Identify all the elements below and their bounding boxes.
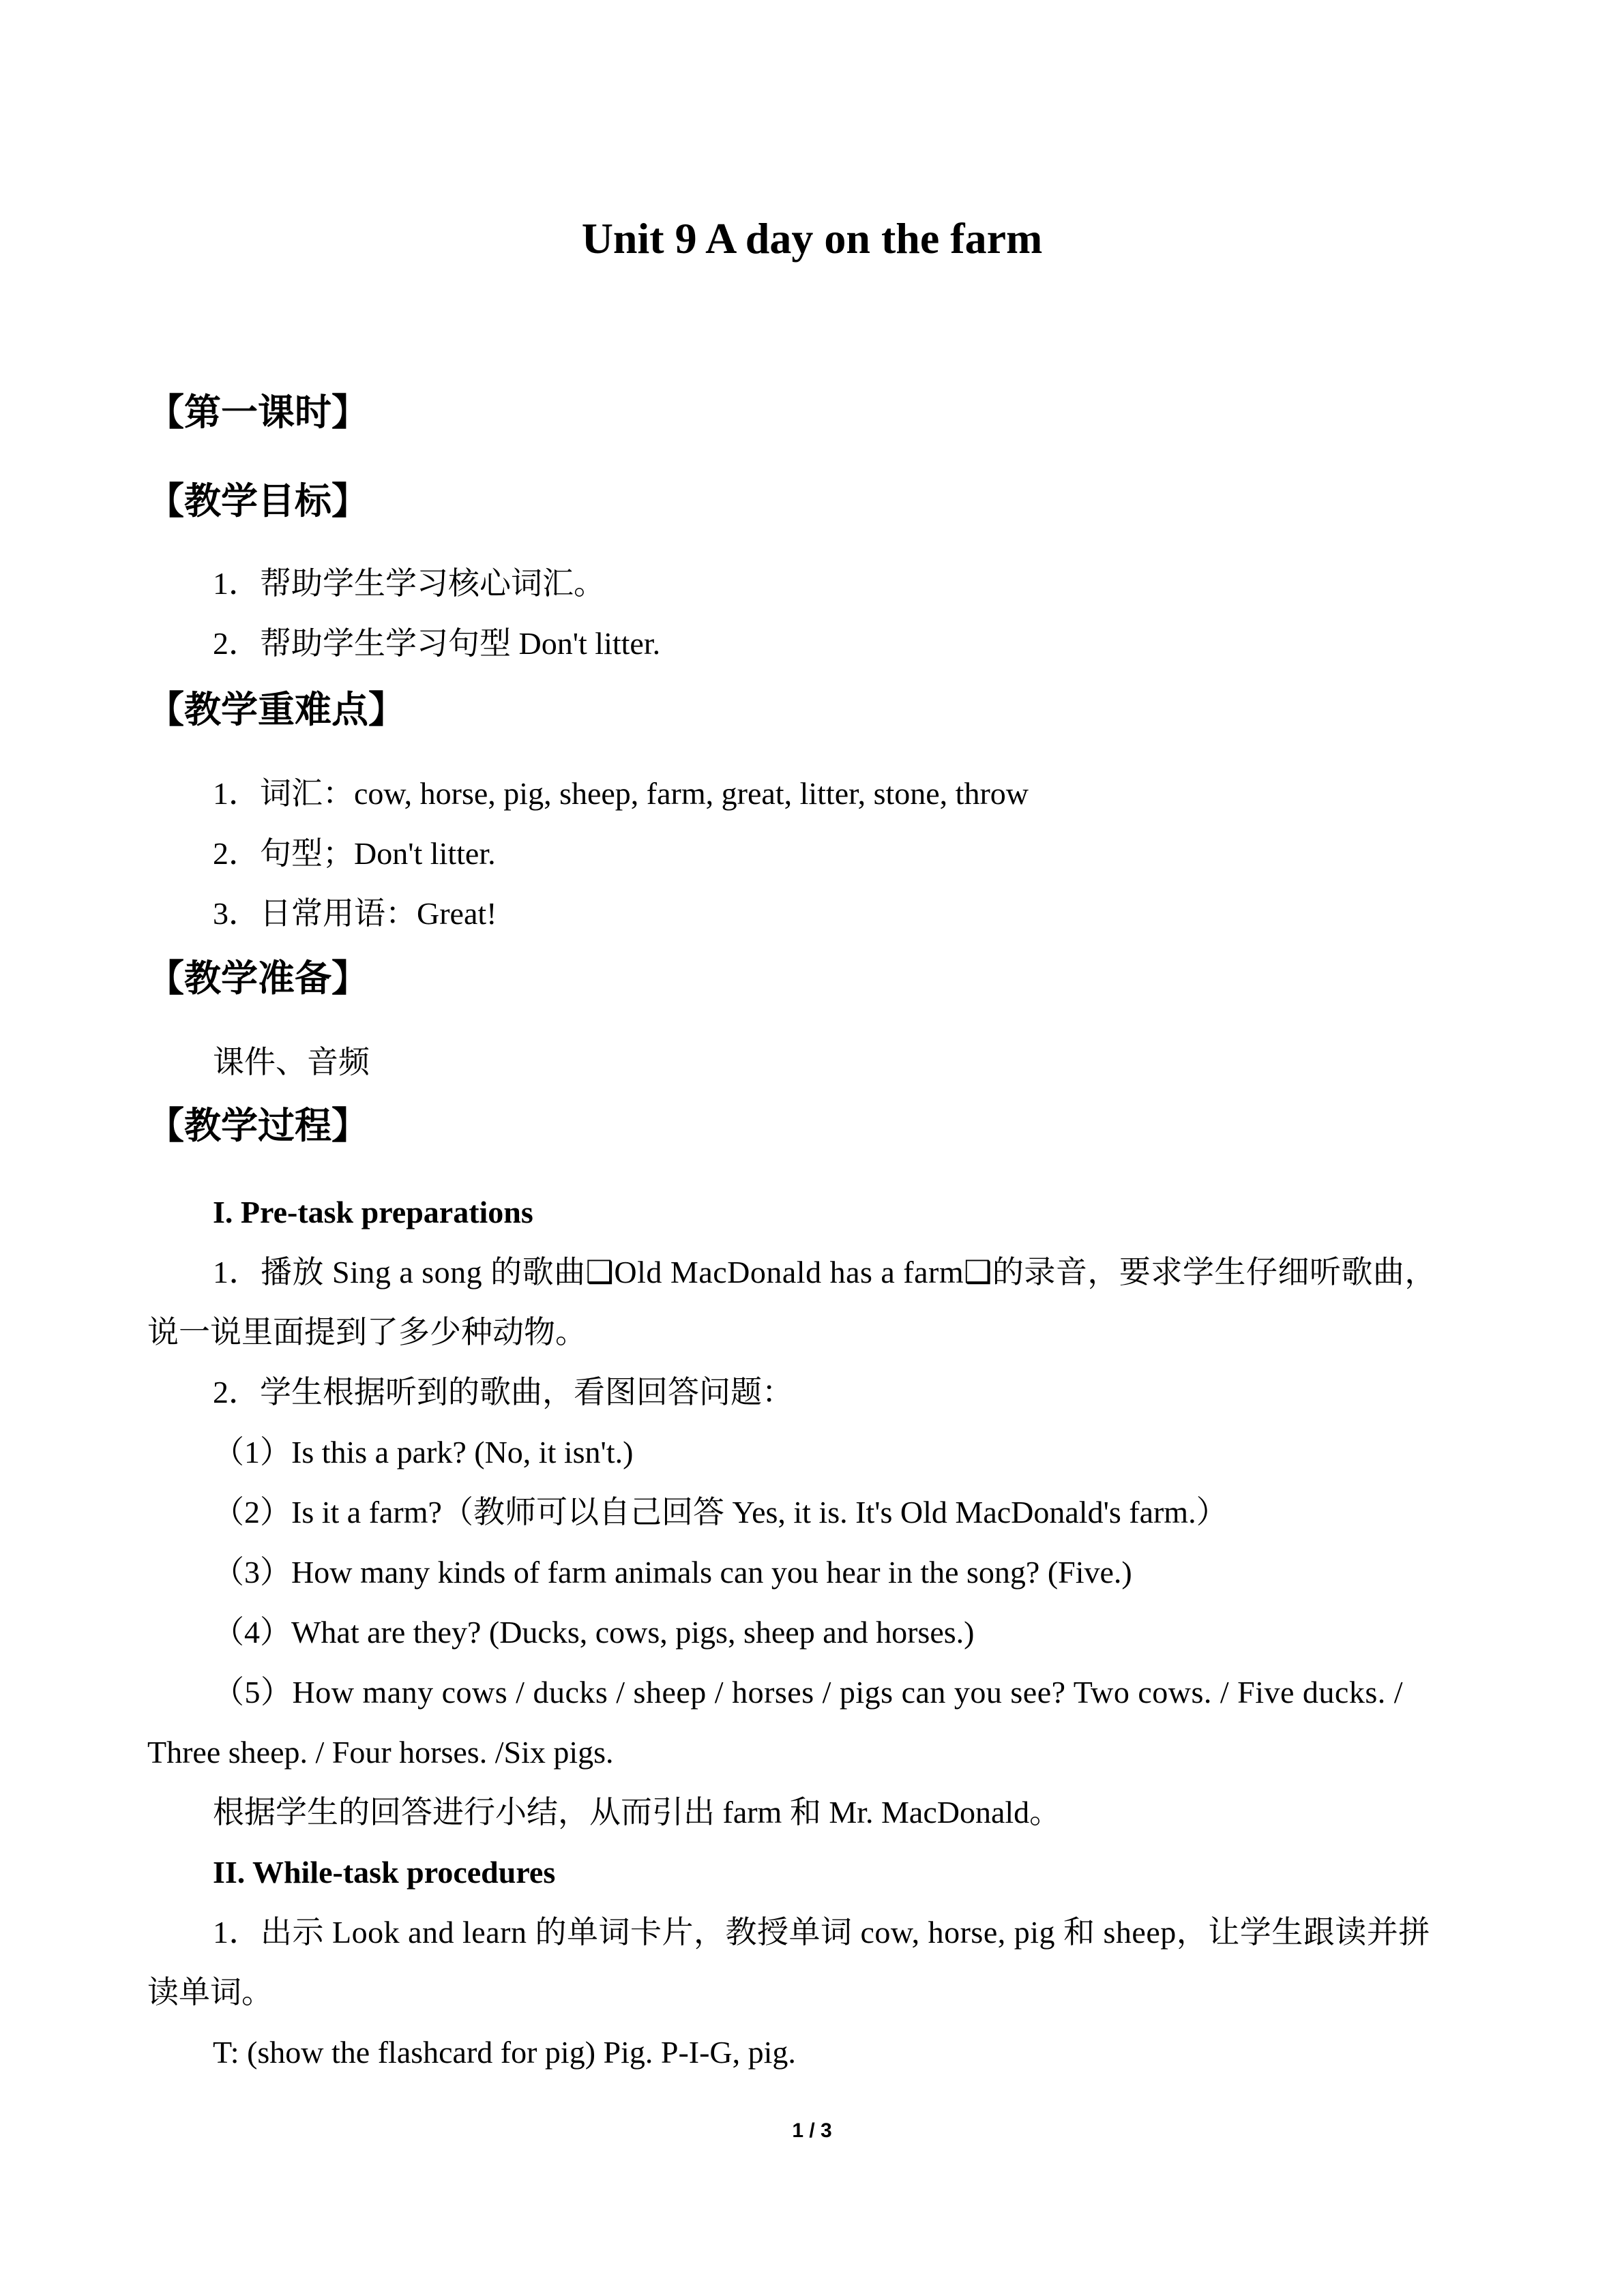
preparation-text: 课件、音频: [213, 1045, 370, 1079]
dialogue-line: T: (show the flashcard for pig) Pig. P-I-G, pig.: [213, 2035, 796, 2070]
page-title: Unit 9 A day on the farm: [581, 214, 1043, 263]
objective-item: 2．帮助学生学习句型 Don't litter.: [213, 626, 661, 661]
section-heading-lesson: 【第一课时】: [147, 391, 368, 434]
section-heading-key-points: 【教学重难点】: [147, 688, 405, 731]
question-item: （1）Is this a park? (No, it isn't.): [213, 1435, 634, 1470]
paragraph-line: 2．学生根据听到的歌曲，看图回答问题：: [213, 1375, 793, 1410]
key-point-item: 2．句型；Don't litter.: [213, 836, 496, 871]
key-point-item: 1．词汇：cow, horse, pig, sheep, farm, great, litter, stone, throw: [213, 776, 1029, 811]
section-heading-preparation: 【教学准备】: [147, 957, 368, 1000]
subsection-heading-while-task: II. While-task procedures: [213, 1855, 556, 1890]
paragraph-line: 说一说里面提到了多少种动物。: [147, 1315, 587, 1350]
subsection-heading-pre-task: I. Pre-task preparations: [213, 1195, 533, 1229]
paragraph-line: 读单词。: [147, 1975, 273, 2010]
page-number: 1 / 3: [792, 2119, 832, 2142]
question-item-continued: Three sheep. / Four horses. /Six pigs.: [147, 1735, 614, 1770]
paragraph-line: 1．播放 Sing a song 的歌曲❑Old MacDonald has a farm❑的录音，要求学生仔细听歌曲，: [213, 1255, 1436, 1289]
key-point-item: 3．日常用语：Great!: [213, 896, 497, 931]
question-item: （4）What are they? (Ducks, cows, pigs, sheep and horses.): [213, 1615, 975, 1650]
question-item: （5）How many cows / ducks / sheep / horses / pigs can you see? Two cows. / Five ducks. /: [213, 1675, 1404, 1710]
question-item: （3）How many kinds of farm animals can you hear in the song? (Five.): [213, 1555, 1132, 1590]
paragraph-line: 1．出示 Look and learn 的单词卡片，教授单词 cow, horse, pig 和 sheep，让学生跟读并拼: [213, 1915, 1430, 1950]
question-item: （2）Is it a farm?（教师可以自己回答 Yes, it is. It's Old MacDonald's farm.）: [213, 1495, 1228, 1530]
objective-item: 1．帮助学生学习核心词汇。: [213, 566, 605, 601]
section-heading-objectives: 【教学目标】: [147, 479, 368, 522]
section-heading-process: 【教学过程】: [147, 1104, 368, 1147]
paragraph-line: 根据学生的回答进行小结，从而引出 farm 和 Mr. MacDonald。: [213, 1795, 1061, 1830]
